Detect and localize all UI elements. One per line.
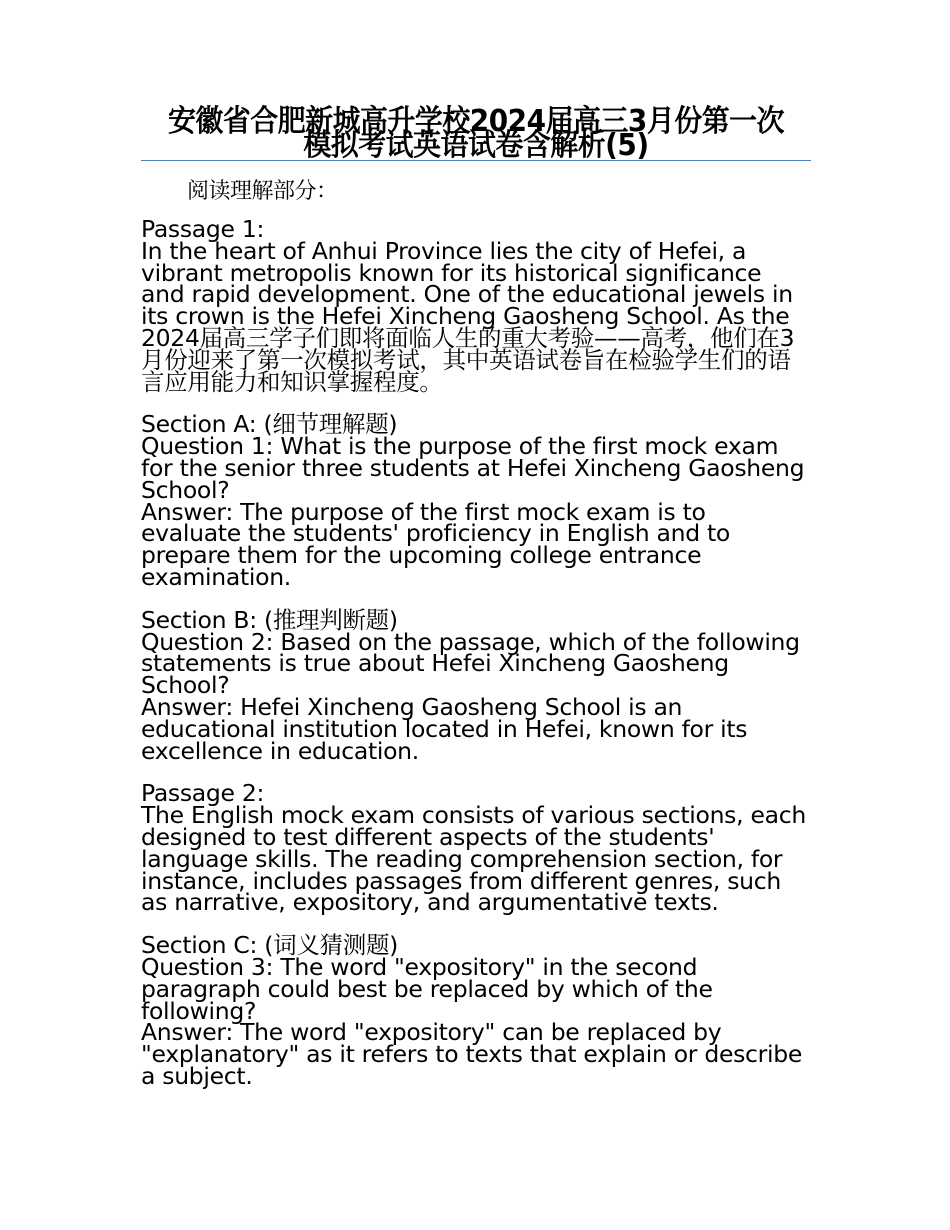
section-c (141, 931, 811, 1090)
passage-1-heading: Passage 1: (141, 215, 265, 243)
section-a (141, 410, 811, 591)
section-b (141, 605, 811, 765)
section-b-question: Question 2: Based on the passage, which of the following statements is true about Hefei Xincheng Gaosheng School? (141, 627, 800, 700)
passage-2 (141, 779, 811, 917)
section-b-heading: Section B: (推理判断题) (141, 605, 398, 634)
document-page (141, 100, 811, 1109)
passage-1 (141, 215, 811, 396)
passage-2-text: The English mock exam consists of various sections, each designed to test different aspects of the students' language skills. The reading comprehension section, for instance, includes passages from different genres, such as narrative, expository, and argumentative texts. (141, 801, 806, 917)
section-a-heading: Section A: (细节理解题) (141, 410, 398, 439)
title-header (141, 100, 811, 161)
passage-2-heading: Passage 2: (141, 779, 265, 808)
section-a-question: Question 1: What is the purpose of the first mock exam for the senior three students at Hefei Xincheng Gaosheng School? (141, 432, 805, 504)
document-title: 安徽省合肥新城高升学校2024届高三3月份第一次模拟考试英语试卷含解析(5) (167, 104, 785, 163)
section-c-answer: Answer: The word "expository" can be replaced by "explanatory" as it refers to texts that explain or describe a subject. (141, 1018, 803, 1090)
section-c-question: Question 3: The word "expository" in the second paragraph could best be replaced by which of the following? (141, 952, 713, 1025)
section-b-answer: Answer: Hefei Xincheng Gaosheng School is an educational institution located in Hefei, known for its excellence in education. (141, 692, 748, 765)
section-a-answer: Answer: The purpose of the first mock exam is to evaluate the students' proficiency in English and to prepare them for the upcoming college entrance examination. (141, 497, 731, 591)
passage-1-text: In the heart of Anhui Province lies the city of Hefei, a vibrant metropolis known for its historical significance and rapid development. One of the educational jewels in its crown is the Hefei Xincheng Gaosheng School. As the 2024届高三学子们即将面临人生的重大考验——高考，他们在3月份迎来了第一次模拟考试，其中英语试卷旨在检验学生们的语言应用能力和知识掌握程度。 (141, 236, 795, 396)
section-intro: 阅读理解部分： (187, 179, 338, 204)
section-c-heading: Section C: (词义猜测题) (141, 931, 399, 960)
